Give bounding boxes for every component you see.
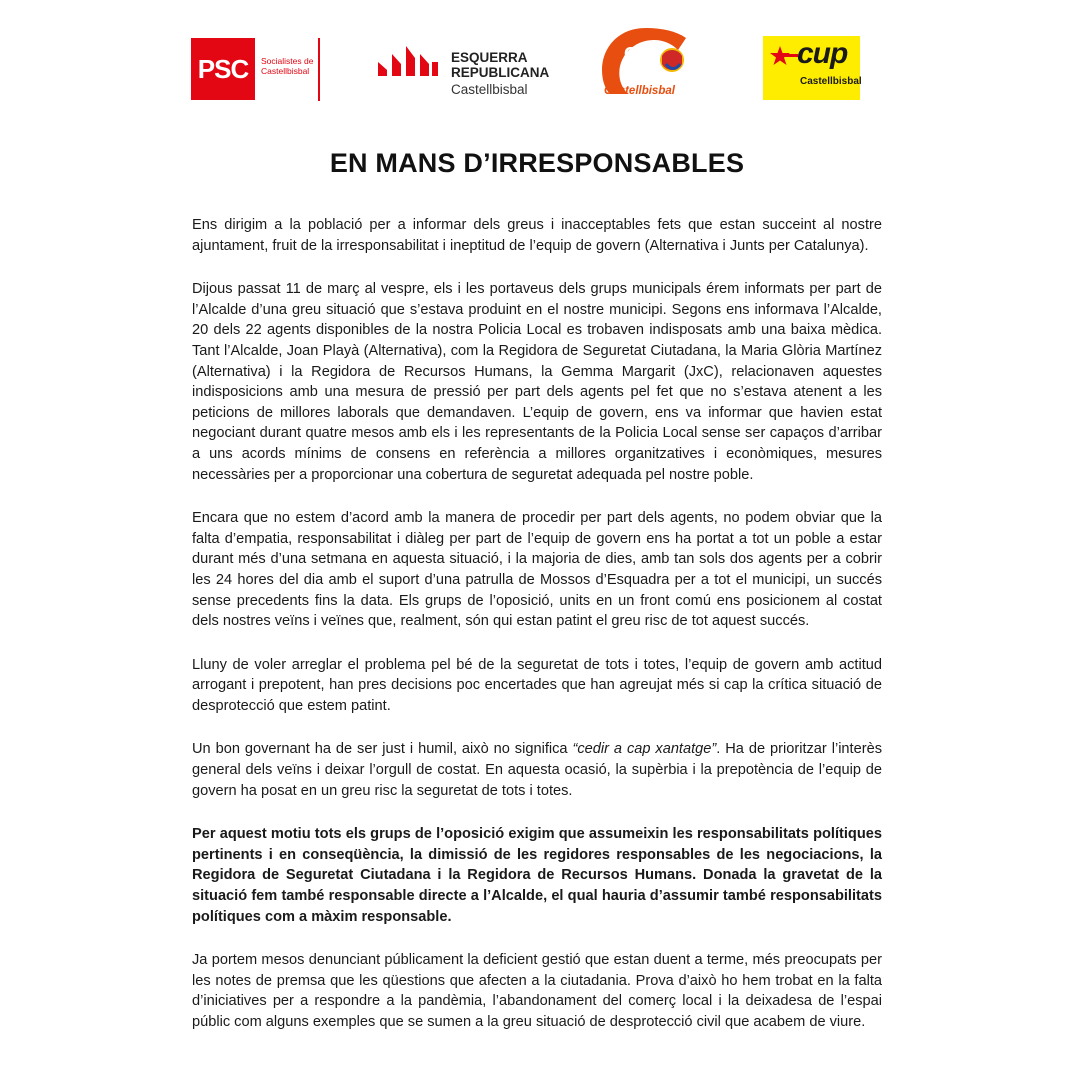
erc-logo-line1: ESQUERRA [451,50,528,65]
party-logos-header [0,0,1080,110]
paragraph-5-end: . Ha de prioritzar l’interès general dels veïns i deixar l’orgull de costat. En aquesta ocasió, la supèrbia i la prepotència de l’equip de govern ha posat en un greu risc la seguretat de tots i totes. [192,741,882,799]
psc-logo-line2: Castellbisbal [261,66,310,76]
paragraph-1: Ens dirigim a la població per a informar dels greus i inacceptables fets que estan succeint al nostre ajuntament, fruit de la irresponsabilitat i ineptitud de l’equip de govern (Alternativa i Junts per Catalunya). [192,217,882,254]
cs-logo-label: Castellbisbal [604,85,675,97]
cup-logo-mark: cup [797,37,848,70]
erc-logo-line2: REPUBLICANA [451,65,550,80]
psc-logo-mark: PSC [197,53,249,84]
cup-logo-label: Castellbisbal [800,76,862,87]
paragraph-5-quote: “cedir a cap xantatge” [572,741,717,758]
psc-logo-subtitle [261,56,321,76]
paragraph-4: Lluny de voler arreglar el problema pel bé de la seguretat de tots i totes, l’equip de govern amb actitud arrogant i prepotent, han pres decisions poc encertades que han agreujat més si cap la crítica situació de desprotecció que estem patint. [192,656,882,714]
erc-logo-mark [377,44,439,78]
document-title: EN MANS D’IRRESPONSABLES [329,148,745,178]
paragraph-2: Dijous passat 11 de març al vespre, els i les portaveus dels grups municipals érem informats per part de l’Alcalde d’una greu situació que s’estava produint en el nostre municipi. Segons ens informava l’Alcalde, 20 dels 22 agents disponibles de la nostra Policia Local es trobaven indisposats amb una baixa mèdica. Tant l’Alcalde, Joan Playà (Alternativa), com la Regidora de Seguretat Ciutadana, la Maria Glòria Martínez (Alternativa) i la Regidora de Recursos Humans, la Gemma Margarit (JxC), relacionaven aquestes indisposicions amb una mesura de pressió per part dels agents pel fet que no s’estava atenent a les peticions de millores laborals que demandaven. L’equip de govern, ens va informar que havien estat negociant durant quatre mesos amb els i les representants de la Policia Local sense ser capaços d’arribar a uns acords mínims de consens en referència a millores organitzatives i econòmiques, mesures necessàries per a proporcionar una cobertura de seguretat adequada pel nostre poble. [192,281,882,483]
cs-logo-mark: Cs [624,44,648,64]
paragraph-7: Ja portem mesos denunciant públicament la deficient gestió que estan duent a terme, més preocupats per les notes de premsa que les qüestions que afecten a la ciutadania. Prova d’això ho hem trobat en la falta d’iniciatives per a respondre a la pandèmia, l’abandonament del comerç local i la deixadesa de l’espai públic com alguns exemples que se sumen a la greu situació de desprotecció civil que acabem de viure. [192,952,882,1030]
paragraph-5 [192,739,882,801]
psc-logo-divider [318,38,320,101]
erc-logo-line3: Castellbisbal [451,82,528,97]
psc-logo-line1: Socialistes de [261,56,314,66]
document-body [192,215,882,1056]
cup-star-arrow-icon [770,44,798,70]
psc-logo [191,38,255,100]
paragraph-5-start: Un bon governant ha de ser just i humil, això no significa [192,741,573,758]
paragraph-6-demand: Per aquest motiu tots els grups de l’oposició exigim que assumeixin les responsabilitats polítiques pertinents i en conseqüència, la dimissió de les regidores responsables de les negociacions, la Regidora de Seguretat Ciutadana i la Regidora de Recursos Humans. Donada la gravetat de la situació fem també responsable directe a l’Alcalde, el qual hauria d’assumir també responsabilitats polítiques com a màxim responsable. [192,826,882,925]
paragraph-3: Encara que no estem d’acord amb la manera de procedir per part dels agents, no podem obviar que la falta d’empatia, responsabilitat i diàleg per part de l’equip de govern ens ha portat a tot un poble a estar durant més d’una setmana en aquesta situació, i la majoria de dies, amb tan sols dos agents per a cobrir les 24 hores del dia amb el suport d’una patrulla de Mossos d’Esquadra per a tot el municipi, un succés sense precedents fins la data. Els grups de l’oposició, units en un front comú ens posicionem al costat dels nostres veïns i veïnes que, realment, són qui estan patint el greu risc de tot aquest succés. [192,510,882,630]
